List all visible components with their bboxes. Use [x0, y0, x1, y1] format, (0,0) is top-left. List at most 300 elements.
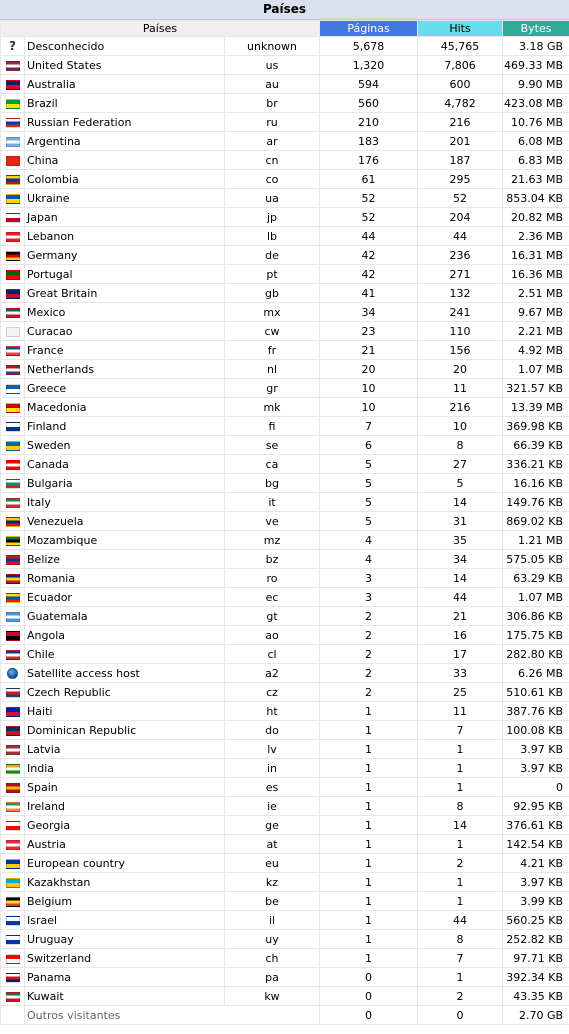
country-code: us: [225, 56, 320, 75]
other-visitors-name: Outros visitantes: [25, 1006, 320, 1025]
bytes-value: 306.86 KB: [503, 607, 569, 626]
cw-broken-image-icon: [6, 327, 20, 337]
pages-value: 1,320: [320, 56, 418, 75]
do-flag-icon: [6, 726, 20, 736]
country-code: il: [225, 911, 320, 930]
co-flag-icon: [6, 175, 20, 185]
country-name: Mozambique: [25, 531, 225, 550]
flag-cell: [1, 322, 25, 341]
be-flag-icon: [6, 897, 20, 907]
flag-cell: [1, 398, 25, 417]
country-code: pa: [225, 968, 320, 987]
bytes-value: 16.36 MB: [503, 265, 569, 284]
pages-value: 6: [320, 436, 418, 455]
country-code: ca: [225, 455, 320, 474]
flag-cell: [1, 341, 25, 360]
bytes-value: 9.90 MB: [503, 75, 569, 94]
other-hits-value: 0: [418, 1006, 503, 1025]
header-countries: Países: [1, 21, 320, 37]
panel-title: Países: [0, 0, 569, 20]
country-name: Germany: [25, 246, 225, 265]
country-code: eu: [225, 854, 320, 873]
hits-value: 16: [418, 626, 503, 645]
country-code: br: [225, 94, 320, 113]
pages-value: 1: [320, 930, 418, 949]
pages-value: 183: [320, 132, 418, 151]
pages-value: 1: [320, 835, 418, 854]
table-row: [1, 816, 569, 835]
hits-value: 4,782: [418, 94, 503, 113]
table-row: [1, 892, 569, 911]
bytes-value: 392.34 KB: [503, 968, 569, 987]
other-visitors-row: [1, 1006, 569, 1025]
flag-cell: [1, 436, 25, 455]
pages-value: 52: [320, 208, 418, 227]
table-row: [1, 569, 569, 588]
table-row: [1, 968, 569, 987]
pages-value: 61: [320, 170, 418, 189]
pages-value: 2: [320, 607, 418, 626]
header-bytes: Bytes: [503, 21, 569, 37]
countries-table: [0, 20, 569, 1025]
table-row: [1, 550, 569, 569]
hits-value: 44: [418, 911, 503, 930]
table-row: [1, 607, 569, 626]
country-code: do: [225, 721, 320, 740]
country-code: ve: [225, 512, 320, 531]
table-row: [1, 531, 569, 550]
country-code: cw: [225, 322, 320, 341]
hits-value: 7: [418, 949, 503, 968]
bytes-value: 853.04 KB: [503, 189, 569, 208]
hits-value: 21: [418, 607, 503, 626]
table-row: [1, 721, 569, 740]
pages-value: 7: [320, 417, 418, 436]
country-name: Switzerland: [25, 949, 225, 968]
hits-value: 236: [418, 246, 503, 265]
hits-value: 216: [418, 398, 503, 417]
country-name: Romania: [25, 569, 225, 588]
table-row: [1, 835, 569, 854]
country-name: Kuwait: [25, 987, 225, 1006]
bytes-value: 6.08 MB: [503, 132, 569, 151]
table-row: [1, 474, 569, 493]
flag-cell: [1, 493, 25, 512]
ua-flag-icon: [6, 194, 20, 204]
hits-value: 1: [418, 968, 503, 987]
pages-value: 1: [320, 949, 418, 968]
table-row: [1, 512, 569, 531]
pages-value: 1: [320, 740, 418, 759]
countries-body: [1, 37, 569, 1025]
header-row: [1, 21, 569, 37]
hits-value: 187: [418, 151, 503, 170]
country-code: cl: [225, 645, 320, 664]
pages-value: 1: [320, 892, 418, 911]
hits-value: 31: [418, 512, 503, 531]
pages-value: 1: [320, 816, 418, 835]
table-row: [1, 227, 569, 246]
country-code: ge: [225, 816, 320, 835]
hits-value: 7: [418, 721, 503, 740]
flag-cell: [1, 664, 25, 683]
table-row: [1, 987, 569, 1006]
country-name: Sweden: [25, 436, 225, 455]
pages-value: 594: [320, 75, 418, 94]
other-bytes-value: 2.70 GB: [503, 1006, 569, 1025]
pages-value: 10: [320, 398, 418, 417]
bytes-value: 2.36 MB: [503, 227, 569, 246]
mz-flag-icon: [6, 536, 20, 546]
country-code: mk: [225, 398, 320, 417]
table-row: [1, 455, 569, 474]
bytes-value: 0: [503, 778, 569, 797]
pages-value: 1: [320, 702, 418, 721]
flag-cell: [1, 37, 25, 56]
country-code: mz: [225, 531, 320, 550]
hits-value: 8: [418, 797, 503, 816]
country-name: Curacao: [25, 322, 225, 341]
pages-value: 1: [320, 854, 418, 873]
country-name: Latvia: [25, 740, 225, 759]
flag-cell: [1, 379, 25, 398]
pages-value: 34: [320, 303, 418, 322]
il-flag-icon: [6, 916, 20, 926]
pa-flag-icon: [6, 973, 20, 983]
pages-value: 5: [320, 455, 418, 474]
hits-value: 7,806: [418, 56, 503, 75]
pages-value: 1: [320, 778, 418, 797]
flag-cell: [1, 778, 25, 797]
pages-value: 2: [320, 626, 418, 645]
country-name: Great Britain: [25, 284, 225, 303]
country-name: Uruguay: [25, 930, 225, 949]
country-name: Venezuela: [25, 512, 225, 531]
table-row: [1, 208, 569, 227]
bytes-value: 376.61 KB: [503, 816, 569, 835]
country-name: China: [25, 151, 225, 170]
table-row: [1, 94, 569, 113]
country-code: ao: [225, 626, 320, 645]
bytes-value: 282.80 KB: [503, 645, 569, 664]
hits-value: 8: [418, 436, 503, 455]
flag-cell: [1, 892, 25, 911]
bytes-value: 21.63 MB: [503, 170, 569, 189]
bytes-value: 1.21 MB: [503, 531, 569, 550]
table-row: [1, 75, 569, 94]
table-row: [1, 341, 569, 360]
table-row: [1, 683, 569, 702]
flag-cell: [1, 797, 25, 816]
header-pages: Páginas: [320, 21, 418, 37]
cn-flag-icon: [6, 156, 20, 166]
country-code: fi: [225, 417, 320, 436]
country-code: ro: [225, 569, 320, 588]
ht-flag-icon: [6, 707, 20, 717]
hits-value: 204: [418, 208, 503, 227]
flag-cell: [1, 873, 25, 892]
bz-flag-icon: [6, 555, 20, 565]
table-row: [1, 645, 569, 664]
flag-cell: [1, 588, 25, 607]
bytes-value: 63.29 KB: [503, 569, 569, 588]
flag-cell: [1, 987, 25, 1006]
table-row: [1, 949, 569, 968]
country-name: Belgium: [25, 892, 225, 911]
bytes-value: 2.51 MB: [503, 284, 569, 303]
bytes-value: 16.16 KB: [503, 474, 569, 493]
bytes-value: 43.35 KB: [503, 987, 569, 1006]
ec-flag-icon: [6, 593, 20, 603]
flag-cell: [1, 303, 25, 322]
table-row: [1, 170, 569, 189]
country-code: gb: [225, 284, 320, 303]
fr-flag-icon: [6, 346, 20, 356]
country-code: lv: [225, 740, 320, 759]
hits-value: 45,765: [418, 37, 503, 56]
pages-value: 2: [320, 683, 418, 702]
ge-flag-icon: [6, 821, 20, 831]
hits-value: 10: [418, 417, 503, 436]
bytes-value: 3.97 KB: [503, 759, 569, 778]
flag-cell: [1, 930, 25, 949]
bytes-value: 560.25 KB: [503, 911, 569, 930]
pages-value: 176: [320, 151, 418, 170]
pages-value: 560: [320, 94, 418, 113]
table-row: [1, 113, 569, 132]
country-code: cz: [225, 683, 320, 702]
hits-value: 1: [418, 778, 503, 797]
table-row: [1, 189, 569, 208]
hits-value: 1: [418, 892, 503, 911]
bytes-value: 3.97 KB: [503, 740, 569, 759]
country-code: unknown: [225, 37, 320, 56]
bytes-value: 9.67 MB: [503, 303, 569, 322]
in-flag-icon: [6, 764, 20, 774]
country-name: Guatemala: [25, 607, 225, 626]
country-code: kw: [225, 987, 320, 1006]
country-name: Dominican Republic: [25, 721, 225, 740]
country-code: pt: [225, 265, 320, 284]
table-row: [1, 588, 569, 607]
pt-flag-icon: [6, 270, 20, 280]
table-row: [1, 854, 569, 873]
ie-flag-icon: [6, 802, 20, 812]
country-code: cn: [225, 151, 320, 170]
bg-flag-icon: [6, 479, 20, 489]
hits-value: 20: [418, 360, 503, 379]
flag-cell: [1, 607, 25, 626]
table-row: [1, 303, 569, 322]
country-name: India: [25, 759, 225, 778]
table-row: [1, 132, 569, 151]
country-name: Canada: [25, 455, 225, 474]
country-code: ht: [225, 702, 320, 721]
country-code: jp: [225, 208, 320, 227]
country-code: gr: [225, 379, 320, 398]
flag-cell: [1, 911, 25, 930]
pages-value: 42: [320, 265, 418, 284]
table-row: [1, 151, 569, 170]
flag-cell: [1, 854, 25, 873]
bytes-value: 16.31 MB: [503, 246, 569, 265]
table-row: [1, 284, 569, 303]
country-name: Japan: [25, 208, 225, 227]
ca-flag-icon: [6, 460, 20, 470]
pages-value: 23: [320, 322, 418, 341]
country-name: Desconhecido: [25, 37, 225, 56]
table-row: [1, 626, 569, 645]
ch-flag-icon: [6, 954, 20, 964]
se-flag-icon: [6, 441, 20, 451]
country-code: es: [225, 778, 320, 797]
hits-value: 1: [418, 759, 503, 778]
flag-cell: [1, 151, 25, 170]
other-pages-value: 0: [320, 1006, 418, 1025]
pages-value: 1: [320, 721, 418, 740]
hits-value: 35: [418, 531, 503, 550]
flag-cell: [1, 645, 25, 664]
country-name: France: [25, 341, 225, 360]
gt-flag-icon: [6, 612, 20, 622]
flag-cell: [1, 265, 25, 284]
bytes-value: 1.07 MB: [503, 588, 569, 607]
table-row: [1, 37, 569, 56]
header-hits: Hits: [418, 21, 503, 37]
flag-cell: [1, 227, 25, 246]
cl-flag-icon: [6, 650, 20, 660]
flag-cell: [1, 949, 25, 968]
country-code: gt: [225, 607, 320, 626]
flag-cell: [1, 721, 25, 740]
kz-flag-icon: [6, 878, 20, 888]
country-code: bz: [225, 550, 320, 569]
table-row: [1, 873, 569, 892]
table-row: [1, 740, 569, 759]
bytes-value: 3.99 KB: [503, 892, 569, 911]
pages-value: 52: [320, 189, 418, 208]
hits-value: 1: [418, 873, 503, 892]
pages-value: 2: [320, 664, 418, 683]
flag-cell: [1, 208, 25, 227]
country-code: uy: [225, 930, 320, 949]
hits-value: 132: [418, 284, 503, 303]
hits-value: 44: [418, 588, 503, 607]
bytes-value: 3.18 GB: [503, 37, 569, 56]
mx-flag-icon: [6, 308, 20, 318]
jp-flag-icon: [6, 213, 20, 223]
hits-value: 271: [418, 265, 503, 284]
pages-value: 1: [320, 759, 418, 778]
ao-flag-icon: [6, 631, 20, 641]
hits-value: 14: [418, 493, 503, 512]
flag-cell: [1, 455, 25, 474]
table-row: [1, 493, 569, 512]
pages-value: 10: [320, 379, 418, 398]
pages-value: 42: [320, 246, 418, 265]
bytes-value: 4.21 KB: [503, 854, 569, 873]
table-row: [1, 398, 569, 417]
country-name: United States: [25, 56, 225, 75]
bytes-value: 92.95 KB: [503, 797, 569, 816]
flag-cell: [1, 569, 25, 588]
hits-value: 33: [418, 664, 503, 683]
country-name: Angola: [25, 626, 225, 645]
country-name: Panama: [25, 968, 225, 987]
satellite-globe-icon: [7, 668, 18, 679]
country-name: Ukraine: [25, 189, 225, 208]
hits-value: 25: [418, 683, 503, 702]
bytes-value: 149.76 KB: [503, 493, 569, 512]
country-code: ua: [225, 189, 320, 208]
country-name: Italy: [25, 493, 225, 512]
country-name: European country: [25, 854, 225, 873]
flag-cell: [1, 683, 25, 702]
it-flag-icon: [6, 498, 20, 508]
bytes-value: 10.76 MB: [503, 113, 569, 132]
au-flag-icon: [6, 80, 20, 90]
flag-cell: [1, 531, 25, 550]
flag-cell: [1, 626, 25, 645]
bytes-value: 469.33 MB: [503, 56, 569, 75]
bytes-value: 575.05 KB: [503, 550, 569, 569]
country-code: a2: [225, 664, 320, 683]
flag-cell: [1, 1006, 25, 1025]
country-name: Australia: [25, 75, 225, 94]
pages-value: 2: [320, 645, 418, 664]
pages-value: 21: [320, 341, 418, 360]
pages-value: 210: [320, 113, 418, 132]
pages-value: 1: [320, 797, 418, 816]
hits-value: 17: [418, 645, 503, 664]
bytes-value: 142.54 KB: [503, 835, 569, 854]
flag-cell: [1, 417, 25, 436]
bytes-value: 336.21 KB: [503, 455, 569, 474]
hits-value: 110: [418, 322, 503, 341]
at-flag-icon: [6, 840, 20, 850]
country-name: Satellite access host: [25, 664, 225, 683]
bytes-value: 369.98 KB: [503, 417, 569, 436]
hits-value: 52: [418, 189, 503, 208]
bytes-value: 3.97 KB: [503, 873, 569, 892]
hits-value: 295: [418, 170, 503, 189]
hits-value: 14: [418, 569, 503, 588]
de-flag-icon: [6, 251, 20, 261]
table-row: [1, 360, 569, 379]
hits-value: 2: [418, 987, 503, 1006]
country-name: Belize: [25, 550, 225, 569]
bytes-value: 6.26 MB: [503, 664, 569, 683]
flag-cell: [1, 170, 25, 189]
hits-value: 156: [418, 341, 503, 360]
country-name: Finland: [25, 417, 225, 436]
flag-cell: [1, 132, 25, 151]
country-name: Georgia: [25, 816, 225, 835]
country-code: be: [225, 892, 320, 911]
table-row: [1, 265, 569, 284]
hits-value: 216: [418, 113, 503, 132]
pages-value: 0: [320, 968, 418, 987]
country-code: nl: [225, 360, 320, 379]
table-row: [1, 797, 569, 816]
pages-value: 5: [320, 493, 418, 512]
gb-flag-icon: [6, 289, 20, 299]
country-code: se: [225, 436, 320, 455]
country-name: Macedonia: [25, 398, 225, 417]
table-row: [1, 664, 569, 683]
country-code: co: [225, 170, 320, 189]
flag-cell: [1, 246, 25, 265]
